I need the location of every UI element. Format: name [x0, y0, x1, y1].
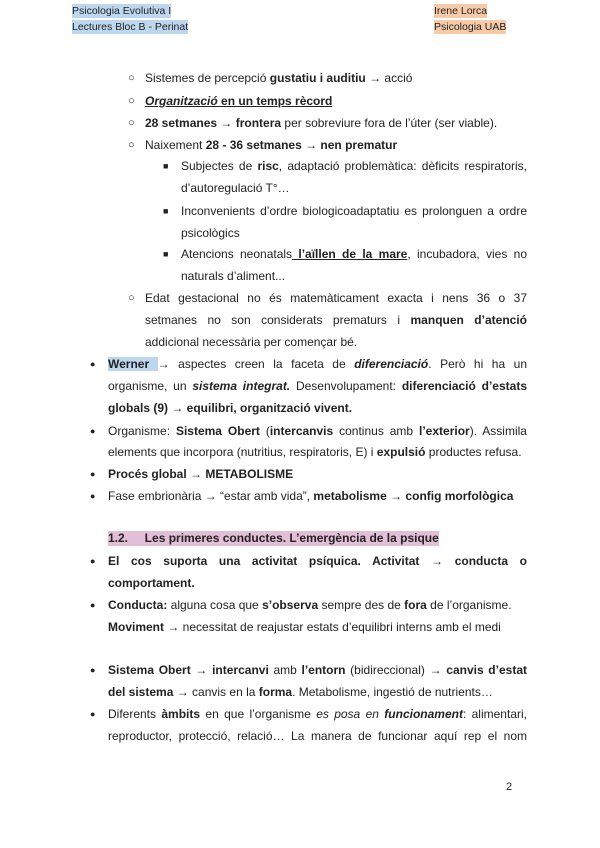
circle-bullet-icon: ○: [128, 117, 135, 129]
dot-bullet-icon: ●: [90, 709, 96, 719]
list-item-continuation: psicològics: [181, 226, 240, 240]
list-item: El cos suporta una activitat psíquica. Activitat → conducta o: [108, 554, 527, 568]
square-bullet-icon: ■: [163, 161, 169, 171]
section-heading: 1.2. Les primeres conductes. L’emergència de la psique: [108, 531, 439, 545]
list-item-continuation: naturals d’aliment...: [181, 269, 286, 283]
list-item-continuation: Moviment → necessitat de reajustar estats d’equilibri interns amb el medi: [108, 620, 501, 634]
list-item-continuation: comportament.: [108, 576, 195, 590]
dot-bullet-icon: ●: [90, 359, 96, 369]
dot-bullet-icon: ●: [90, 469, 96, 479]
list-item: Organisme: Sistema Obert (intercanvis continus amb l’exterior). Assimila: [108, 424, 527, 438]
square-bullet-icon: ■: [163, 249, 169, 259]
list-item: 28 setmanes → frontera per sobreviure fora de l’úter (ser viable).: [145, 116, 498, 130]
list-item: Subjectes de risc, adaptació problemàtica: dèficits respiratoris,: [181, 159, 528, 173]
circle-bullet-icon: ○: [128, 292, 135, 304]
page-number: 2: [506, 781, 513, 793]
list-item: Sistema Obert → intercanvi amb l’entorn (bidireccional) → canvis d’estat: [108, 663, 527, 677]
header-author: Irene Lorca: [434, 5, 488, 17]
dot-bullet-icon: ●: [90, 426, 96, 436]
list-item: Atencions neonatals l’aïllen de la mare, incubadora, vies no: [181, 247, 527, 261]
list-item-continuation: del sistema → canvis en la forma. Metabolisme, ingestió de nutrients…: [108, 685, 493, 699]
dot-bullet-icon: ●: [90, 491, 96, 501]
circle-bullet-icon: ○: [128, 139, 135, 151]
header-course: Psicologia Evolutiva I: [72, 5, 172, 17]
square-bullet-icon: ■: [163, 206, 169, 216]
circle-bullet-icon: ○: [128, 72, 135, 84]
list-item-continuation: globals (9) → equilibri, organització vivent.: [108, 401, 353, 415]
list-item: Edat gestacional no és matemàticament exacta i nens 36 o 37: [145, 291, 527, 305]
list-item: Procés global → METABOLISME: [108, 467, 294, 481]
list-item-continuation: d’autoregulació T°…: [181, 181, 290, 195]
circle-bullet-icon: ○: [128, 95, 135, 107]
dot-bullet-icon: ●: [90, 556, 96, 566]
list-item: Diferents àmbits en que l’organisme es posa en funcionament: alimentari,: [108, 707, 527, 721]
list-item-continuation: reproductor, protecció, relació… La manera de funcionar aquí rep el nom: [108, 729, 527, 743]
list-item: Fase embrionària → “estar amb vida”, metabolisme → config morfològica: [108, 489, 514, 503]
header-university: Psicologia UAB: [434, 21, 507, 33]
list-item: Werner → aspectes creen la faceta de diferenciació. Però hi ha un: [108, 357, 527, 371]
dot-bullet-icon: ●: [90, 665, 96, 675]
list-item: Sistemes de percepció gustatiu i auditiu → acció: [145, 71, 413, 85]
list-item-continuation: organisme, un sistema integrat. Desenvolupament: diferenciació d’estats: [108, 379, 527, 393]
list-item: Organització en un temps rècord: [145, 94, 333, 108]
list-item: Inconvenients d’ordre biologicoadaptatiu es prolonguen a ordre: [181, 204, 527, 218]
dot-bullet-icon: ●: [90, 600, 96, 610]
list-item-continuation: elements que incorpora (nutritius, respiratoris, E) i expulsió productes refusa.: [108, 445, 522, 459]
list-item: Naixement 28 - 36 setmanes → nen prematur: [145, 138, 398, 152]
list-item: Conducta: alguna cosa que s’observa sempre des de fora de l’organisme.: [108, 598, 512, 612]
list-item-continuation: setmanes no son considerats prematurs i manquen d’atenció: [145, 313, 527, 327]
list-item-continuation: addicional necessària per començar bé.: [145, 335, 358, 349]
header-readings: Lectures Bloc B - Perinat: [72, 21, 189, 33]
